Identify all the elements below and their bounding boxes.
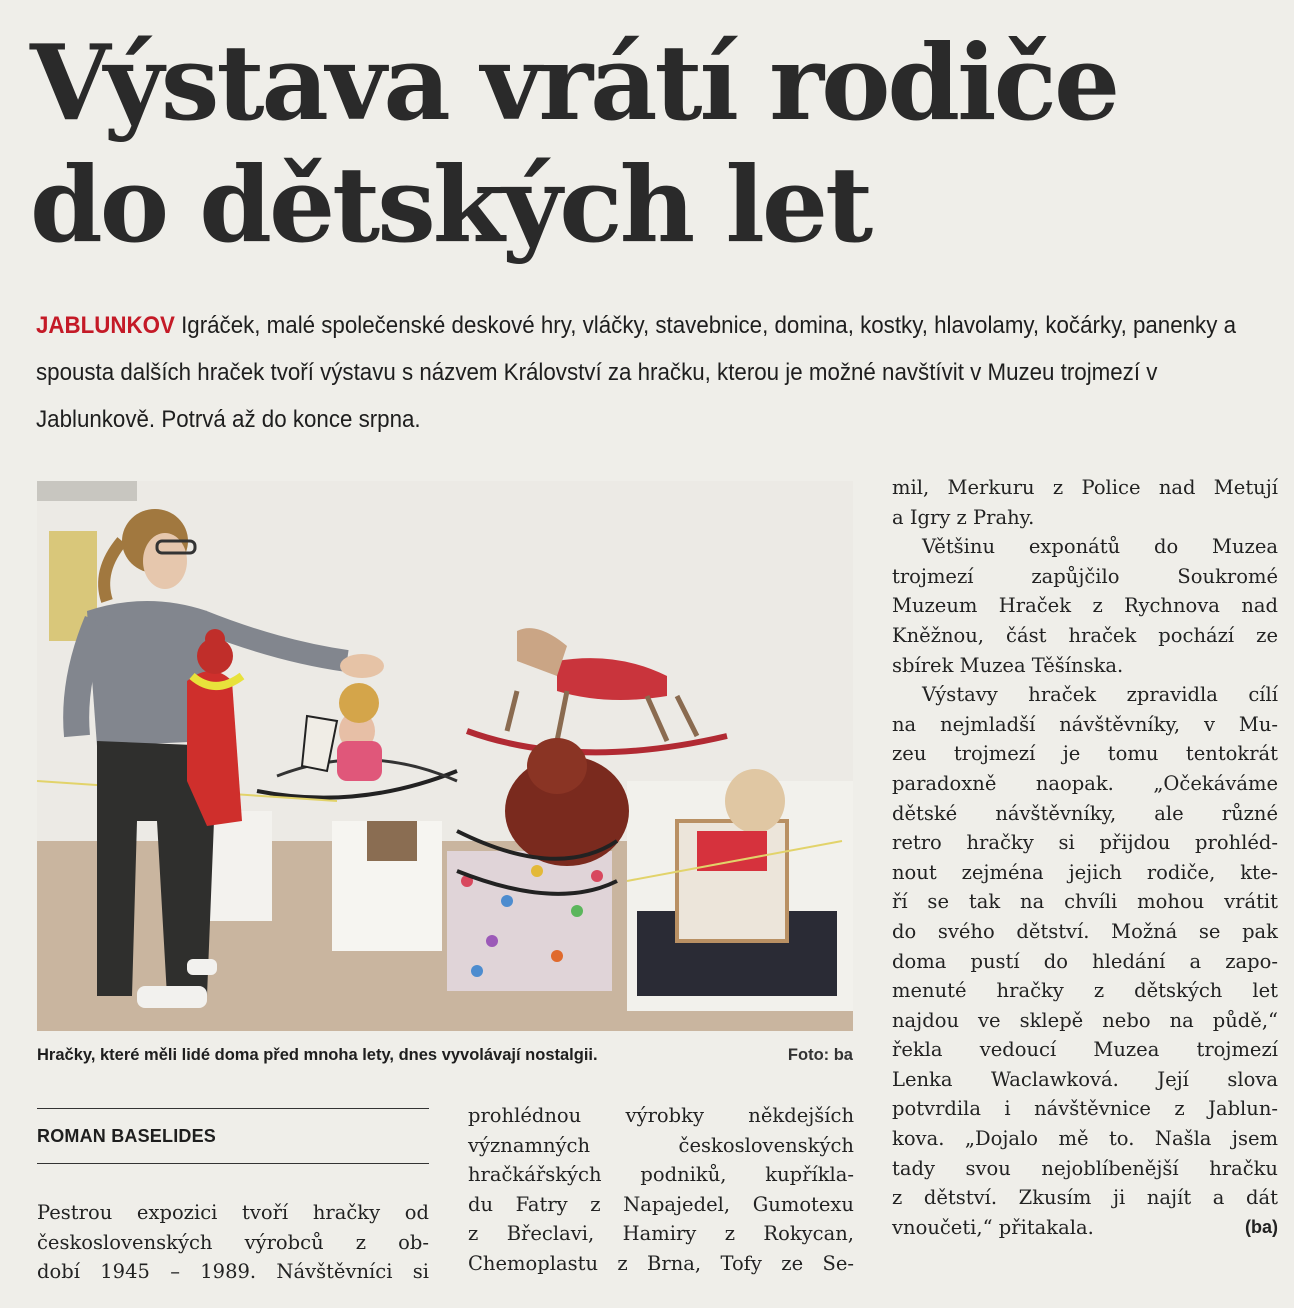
col1-line: Pestrou expozici tvoří hračky od [37, 1201, 429, 1224]
col3-line: do svého dětství. Možná se pak [892, 919, 1278, 943]
col3-line: Lenka Waclawková. Její slova [892, 1067, 1278, 1091]
col3-line: nout zejména jejich rodiče, kte- [892, 860, 1278, 884]
author-rule-top [37, 1108, 429, 1109]
col3-line: Kněžnou, část hraček pochází ze [892, 623, 1278, 647]
col3-line: potvrdila i návštěvnice z Jablun- [892, 1097, 1278, 1121]
col2-line: du Fatry z Napajedel, Gumotexu [468, 1192, 854, 1216]
col1-line: československých výrobců z ob- [37, 1230, 429, 1254]
col3-line: na nejmladší návštěvníky, v Mu- [892, 712, 1278, 736]
col3-line: z dětství. Zkusím ji najít a dát [892, 1186, 1278, 1210]
exhibition-photo-illustration [37, 481, 853, 1031]
col3-line: Většinu exponátů do Muzea [922, 535, 1278, 559]
col3-line: a Igry z Prahy. [892, 505, 1035, 529]
article-photo [37, 481, 853, 1031]
lead-paragraph [36, 302, 1264, 443]
headline: Výstava vrátí rodiče do dětských let [30, 21, 1118, 266]
col2-line: významných československých [468, 1133, 854, 1157]
col3-line: dětské návštěvníky, ale různé [892, 801, 1278, 825]
col3-line: řekla vedoucí Muzea trojmezí [892, 1038, 1278, 1062]
author-rule-bottom [37, 1163, 429, 1164]
photo-credit: Foto: ba [787, 1045, 853, 1064]
col2-line: hračkářských podniků, kupříkla- [468, 1163, 854, 1187]
caption-text: Hračky, které měli lidé doma před mnoha lety, dnes vyvolávají nostalgii. [37, 1045, 598, 1064]
col3-line: vnoučeti,“ přitakala. [892, 1215, 1094, 1239]
column-1 [37, 1198, 429, 1287]
col3-line: ří se tak na chvíli mohou vrátit [892, 890, 1278, 914]
col3-line: doma pustí do hledání a zapo- [892, 949, 1278, 973]
col3-line: Muzeum Hraček z Rychnova nad [892, 594, 1278, 618]
col2-line: z Břeclavi, Hamiry z Rokycan, [468, 1222, 854, 1246]
col3-line: sbírek Muzea Těšínska. [892, 653, 1124, 677]
col3-line: trojmezí zapůjčilo Soukromé [892, 564, 1278, 588]
column-3 [892, 473, 1278, 1242]
col3-line: zeu trojmezí je tomu tentokrát [892, 742, 1278, 766]
lead-place: JABLUNKOV [36, 312, 175, 339]
col1-line: dobí 1945 – 1989. Návštěvníci si [37, 1260, 429, 1284]
col3-line: paradoxně naopak. „Očekáváme [892, 771, 1278, 795]
col3-line: mil, Merkuru z Police nad Metují [892, 476, 1278, 499]
col3-line: retro hračky si přijdou prohléd- [892, 831, 1278, 855]
column-2 [468, 1101, 854, 1279]
author-byline: ROMAN BASELIDES [37, 1126, 217, 1146]
col3-line: Výstavy hraček zpravidla cílí [922, 683, 1278, 707]
col3-line: tady svou nejoblíbenější hračku [892, 1156, 1278, 1180]
col3-last-line [892, 1213, 1278, 1243]
col2-line: prohlédnou výrobky někdejších [468, 1104, 854, 1127]
photo-caption [37, 1040, 853, 1070]
col3-line: menuté hračky z dětských let [892, 979, 1278, 1003]
col3-line: kova. „Dojalo mě to. Našla jsem [892, 1127, 1278, 1151]
signature: (ba) [1245, 1216, 1278, 1237]
col2-line: Chemoplastu z Brna, Tofy ze Se- [468, 1251, 854, 1275]
col3-line: najdou ve sklepě nebo na půdě,“ [892, 1008, 1278, 1032]
lead-text: Igráček, malé společenské deskové hry, vláčky, stavebnice, domina, kostky, hlavolamy, kočárky, panenky a spousta dalších hraček tvoří výstavu s názvem Království za hračku, kterou je možné navštívit v Muzeu trojmezí v Jablunkově. Potrvá až do konce srpna. [36, 312, 1236, 433]
